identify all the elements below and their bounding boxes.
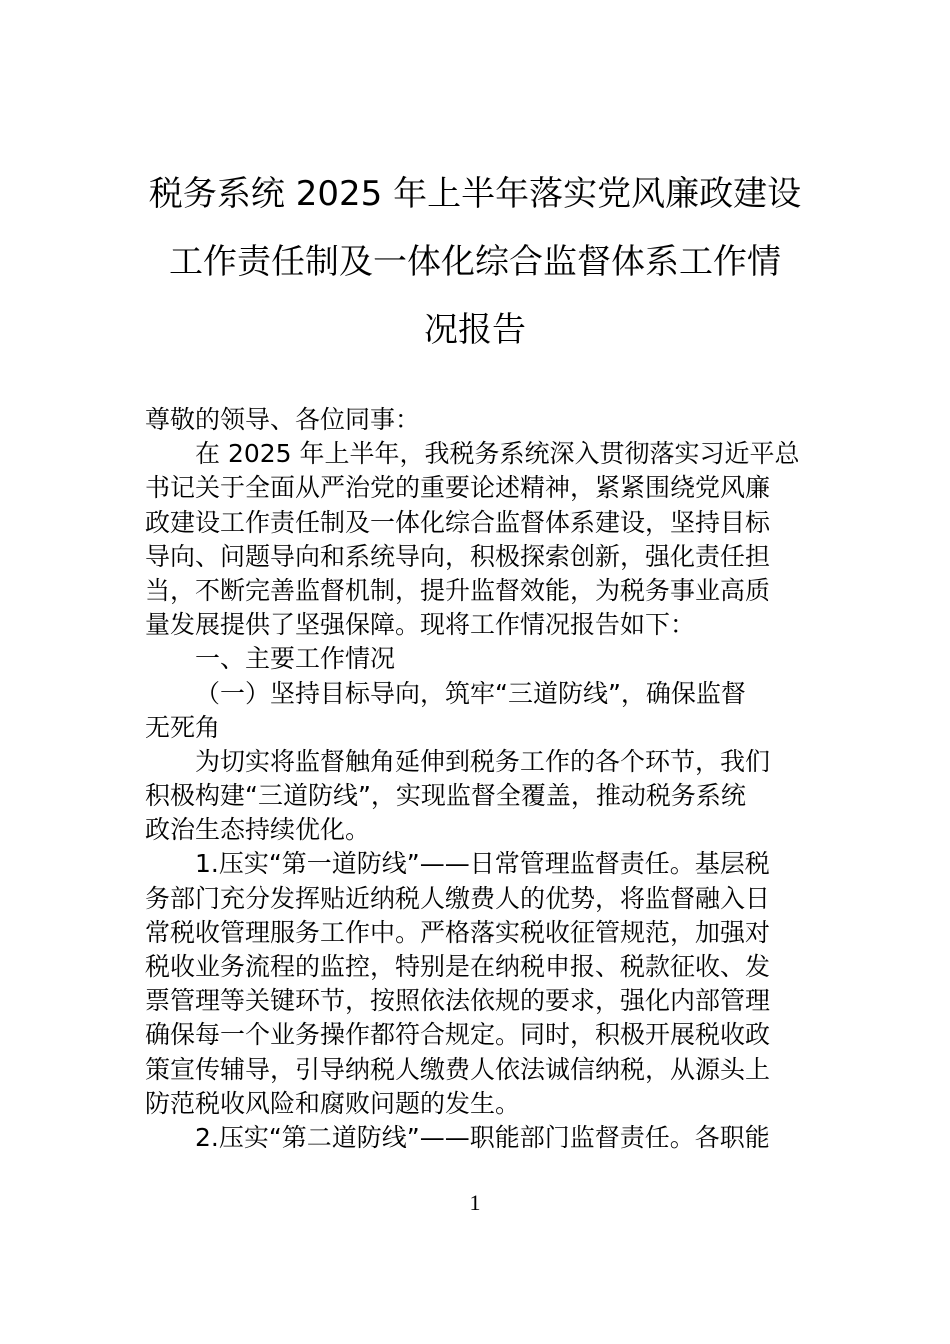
paragraph-line: 票管理等关键环节，按照依法依规的要求，强化内部管理 — [145, 986, 771, 1016]
paragraph-line: 量发展提供了坚强保障。现将工作情况报告如下： — [145, 610, 696, 640]
paragraph-line: 2.压实“第二道防线”——职能部门监督责任。各职能 — [195, 1122, 770, 1152]
section-heading: 一、主要工作情况 — [195, 644, 396, 674]
subsection-heading: （一）坚持目标导向，筑牢“三道防线”，确保监督 — [195, 678, 746, 708]
paragraph-line: 在 2025 年上半年，我税务系统深入贯彻落实习近平总 — [195, 439, 800, 469]
document-title — [130, 160, 820, 364]
paragraph-line: 政建设工作责任制及一体化综合监督体系建设，坚持目标 — [145, 507, 771, 537]
page-number: 1 — [469, 1190, 481, 1215]
paragraph-line: 为切实将监督触角延伸到税务工作的各个环节，我们 — [195, 746, 771, 776]
title-line: 工作责任制及一体化综合监督体系工作情 — [169, 242, 781, 282]
salutation: 尊敬的领导、各位同事： — [145, 405, 421, 434]
paragraph-line: 务部门充分发挥贴近纳税人缴费人的优势，将监督融入日 — [145, 883, 771, 913]
paragraph-line: 当，不断完善监督机制，提升监督效能，为税务事业高质 — [145, 575, 771, 605]
document-body — [145, 403, 815, 1155]
title-line: 况报告 — [424, 310, 526, 350]
title-line: 税务系统 2025 年上半年落实党风廉政建设 — [148, 174, 802, 214]
paragraph-line: 积极构建“三道防线”，实现监督全覆盖，推动税务系统 — [145, 781, 746, 811]
paragraph-line: 确保每一个业务操作都符合规定。同时，积极开展税收政 — [145, 1020, 771, 1050]
subsection-heading: 无死角 — [145, 712, 221, 742]
paragraph-line: 书记关于全面从严治党的重要论述精神，紧紧围绕党风廉 — [145, 473, 771, 503]
paragraph-line: 防范税收风险和腐败问题的发生。 — [145, 1088, 521, 1118]
paragraph-line: 政治生态持续优化。 — [145, 815, 371, 845]
paragraph-line: 税收业务流程的监控，特别是在纳税申报、税款征收、发 — [145, 952, 771, 981]
paragraph-line: 常税收管理服务工作中。严格落实税收征管规范，加强对 — [145, 917, 771, 947]
paragraph-line: 导向、问题导向和系统导向，积极探索创新，强化责任担 — [145, 541, 771, 571]
paragraph-line: 策宣传辅导，引导纳税人缴费人依法诚信纳税，从源头上 — [145, 1054, 771, 1084]
paragraph-line: 1.压实“第一道防线”——日常管理监督责任。基层税 — [195, 849, 770, 879]
